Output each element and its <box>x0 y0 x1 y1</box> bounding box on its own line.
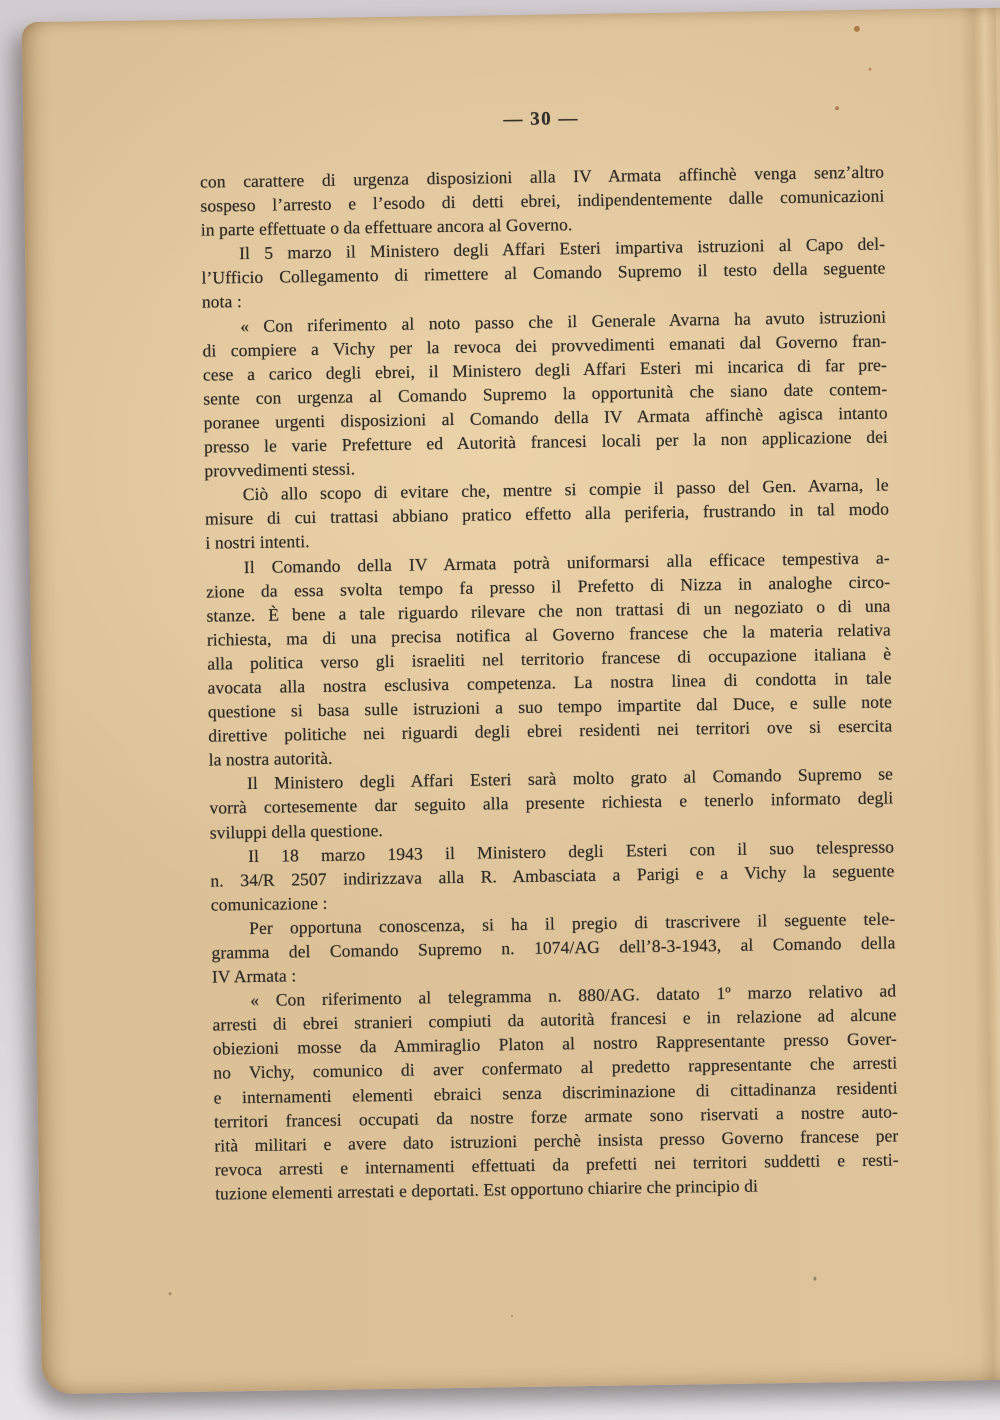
paragraph <box>201 232 886 314</box>
paragraph <box>212 979 899 1206</box>
text-line: IV Armata : <box>211 965 297 987</box>
text-line: la nostra autorità. <box>208 748 333 770</box>
text-line: tuzione elementi arrestati e deportati. Est opportuno chiarire che principio di <box>214 1175 759 1204</box>
text-line: Il 5 marzo il Ministero degli Affari Esteri impartiva istruzioni al Capo del- <box>239 233 886 264</box>
paragraph <box>209 762 894 844</box>
text-line: territori francesi occupati da nostre forze armate sono riservati a nostre auto- <box>213 1101 899 1132</box>
text-line: i nostri intenti. <box>205 531 310 554</box>
text-line: Ciò allo scopo di evitare che, mentre si compie il passo del Gen. Avarna, le <box>242 474 889 505</box>
paragraph <box>205 473 890 555</box>
foxing-spot <box>511 1315 513 1317</box>
text-line: sospeso l’arresto e l’esodo di detti ebrei, indipendentemente dalle comunicazioni <box>200 185 885 216</box>
text-line: con carattere di urgenza disposizioni alla IV Armata affinchè venga senz’altro <box>199 161 885 192</box>
text-line: « Con riferimento al noto passo che il Generale Avarna ha avuto istruzioni <box>240 306 887 336</box>
text-line: zione da essa svolta tempo fa presso il Prefetto di Nizza in analoghe circo- <box>206 571 891 602</box>
text-line: l’Ufficio Collegamento di rimettere al Comando Supremo il testo della seguente <box>201 257 886 289</box>
text-line: gramma del Comando Supremo n. 1074/AG dell’8-3-1943, al Comando della <box>211 932 896 963</box>
text-line: direttive politiche nei riguardi degli ebrei residenti nei territori ove si esercita <box>208 715 893 746</box>
paragraph <box>200 160 885 242</box>
text-line: revoca arresti e internamenti effettuati da prefetti nei territori suddetti e resti- <box>214 1149 899 1180</box>
text-line: sente con urgenza al Comando Supremo la opportunità che siano date contem- <box>203 378 888 409</box>
text-line: comunicazione : <box>210 892 328 915</box>
foxing-spot <box>813 1277 816 1281</box>
text-line: presso le varie Prefetture ed Autorità francesi locali per la non applicazione dei <box>203 426 889 457</box>
text-line: rità militari e avere dato istruzioni perchè insista presso Governo francese per <box>214 1125 899 1156</box>
paragraph <box>211 906 896 988</box>
text-line: alla politica verso gli israeliti nel territorio francese di occupazione italiana è <box>207 643 892 674</box>
foxing-spot <box>169 1292 172 1295</box>
text-line: richiesta, ma di una precisa notifica al Governo francese che la materia relativa <box>206 619 891 650</box>
text-line: stanze. È bene a tale riguardo rilevare che non trattasi di un negoziato o di una <box>206 595 891 626</box>
foxing-spot <box>868 68 871 71</box>
text-line: avocata alla nostra esclusiva competenza. La nostra linea di condotta in tale <box>207 667 892 698</box>
text-line: no Vichy, comunico di aver confermato al predetto rappresentante che arresti <box>213 1052 898 1084</box>
paragraph <box>202 304 888 483</box>
foxing-spot <box>854 26 860 32</box>
text-line: arresti di ebrei stranieri compiuti da autorità francesi e in relazione ad alcune <box>212 1004 897 1035</box>
text-block <box>200 160 899 1206</box>
paper-fold-crease <box>960 8 1000 1380</box>
text-line: questione si basa sulle istruzioni a suo tempo impartite dal Duce, e sulle note <box>207 691 893 722</box>
text-line: poranee urgenti disposizioni al Comando della IV Armata affinchè agisca intanto <box>203 402 888 433</box>
text-line: Il 18 marzo 1943 il Ministero degli Esteri con il suo telespresso <box>247 836 895 866</box>
text-line: obiezioni mosse da Ammiraglio Platon al nostro Rappresentante presso Gover- <box>212 1028 898 1059</box>
text-line: cese a carico degli ebrei, il Ministero degli Affari Esteri mi incarica di far pre- <box>202 354 888 385</box>
text-line: n. 34/R 2507 indirizzava alla R. Ambasciata a Parigi e a Vichy la seguente <box>210 860 895 891</box>
text-line: Per opportuna conoscenza, si ha il pregio di trascrivere il seguente tele- <box>249 908 896 938</box>
text-line: e internamenti elementi ebraici senza discriminazione di cittadinanza residenti <box>213 1076 898 1108</box>
scanned-page <box>22 7 1000 1394</box>
text-line: sviluppi della questione. <box>209 819 383 843</box>
text-line: « Con riferimento al telegramma n. 880/AG. datato 1º marzo relativo ad <box>250 980 897 1011</box>
text-line: in parte effettuate o da effettuare ancora al Governo. <box>200 214 573 240</box>
text-line: Il Comando della IV Armata potrà uniformarsi alla efficace tempestiva a- <box>243 546 890 577</box>
text-line: di compiere a Vichy per la revoca dei provvedimenti emanati dal Governo fran- <box>202 330 887 361</box>
text-line: nota : <box>201 291 242 313</box>
page-number: — 30 — <box>503 108 580 131</box>
text-line: provvedimenti stessi. <box>204 458 356 481</box>
text-line: Il Ministero degli Affari Esteri sarà molto grato al Comando Supremo se <box>246 763 894 794</box>
paragraph <box>210 834 895 916</box>
text-line: vorrà cortesemente dar seguito alla presente richiesta e tenerlo informato degli <box>209 787 894 819</box>
text-line: misure di cui trattasi abbiano pratico effetto alla periferia, frustrando in tal modo <box>204 498 890 529</box>
paragraph <box>206 545 893 772</box>
